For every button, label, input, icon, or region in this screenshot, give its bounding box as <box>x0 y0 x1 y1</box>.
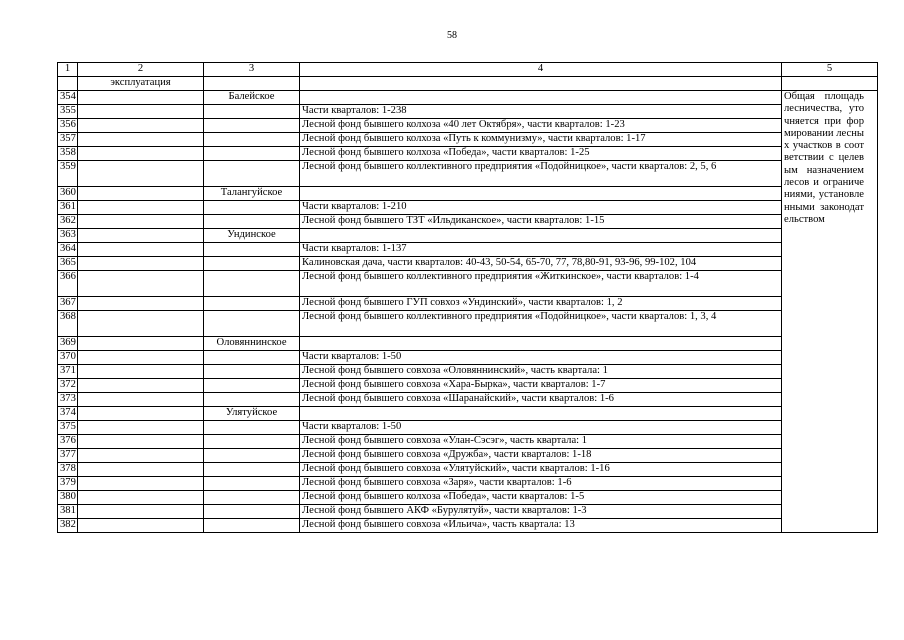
region-cell <box>204 243 300 257</box>
table-row <box>58 407 878 421</box>
table-row <box>58 477 878 491</box>
description-cell: Лесной фонд бывшего колхоза «40 лет Октября», части кварталов: 1-23 <box>300 119 782 133</box>
region-cell <box>204 215 300 229</box>
region-cell <box>204 435 300 449</box>
region-cell <box>204 201 300 215</box>
description-cell: Лесной фонд бывшего колхоза «Путь к коммунизму», части кварталов: 1-17 <box>300 133 782 147</box>
row-number-cell: 377 <box>58 449 78 463</box>
table-row <box>58 379 878 393</box>
region-cell <box>204 505 300 519</box>
row-number-cell: 371 <box>58 365 78 379</box>
purpose-cell <box>78 229 204 243</box>
description-cell <box>300 77 782 91</box>
description-cell: Лесной фонд бывшего совхоза «Шаранайский», части кварталов: 1-6 <box>300 393 782 407</box>
description-cell: Лесной фонд бывшего совхоза «Оловяннинский», часть квартала: 1 <box>300 365 782 379</box>
row-number-cell: 359 <box>58 161 78 187</box>
table-row <box>58 463 878 477</box>
description-cell: Калиновская дача, части кварталов: 40-43, 50-54, 65-70, 77, 78,80-91, 93-96, 99-102, 104 <box>300 257 782 271</box>
table-row <box>58 297 878 311</box>
table-row <box>58 435 878 449</box>
table-row <box>58 105 878 119</box>
purpose-cell <box>78 491 204 505</box>
table-row <box>58 229 878 243</box>
header-row <box>58 63 878 77</box>
region-cell <box>204 463 300 477</box>
region-cell <box>204 491 300 505</box>
row-number-cell: 382 <box>58 519 78 533</box>
description-cell <box>300 91 782 105</box>
description-cell <box>300 229 782 243</box>
continuation-row <box>58 77 878 91</box>
purpose-cell <box>78 187 204 201</box>
region-cell <box>204 133 300 147</box>
region-cell <box>204 105 300 119</box>
table-row <box>58 215 878 229</box>
purpose-cell <box>78 379 204 393</box>
purpose-cell: эксплуатация <box>78 77 204 91</box>
purpose-cell <box>78 421 204 435</box>
region-cell <box>204 365 300 379</box>
table-row <box>58 187 878 201</box>
table-row <box>58 337 878 351</box>
header-cell: 3 <box>204 63 300 77</box>
purpose-cell <box>78 407 204 421</box>
description-cell: Части кварталов: 1-50 <box>300 421 782 435</box>
description-cell: Части кварталов: 1-50 <box>300 351 782 365</box>
region-cell <box>204 271 300 297</box>
purpose-cell <box>78 91 204 105</box>
table-row <box>58 491 878 505</box>
row-number-cell: 356 <box>58 119 78 133</box>
description-cell: Лесной фонд бывшего совхоза «Улятуйский», части кварталов: 1-16 <box>300 463 782 477</box>
row-number-cell: 354 <box>58 91 78 105</box>
row-number-cell: 358 <box>58 147 78 161</box>
table-body <box>58 63 878 533</box>
table-row <box>58 365 878 379</box>
region-cell <box>204 257 300 271</box>
table-row <box>58 311 878 337</box>
description-cell: Части кварталов: 1-137 <box>300 243 782 257</box>
page-number: 58 <box>447 30 457 41</box>
region-cell: Улятуйское <box>204 407 300 421</box>
row-number-cell: 365 <box>58 257 78 271</box>
purpose-cell <box>78 147 204 161</box>
purpose-cell <box>78 337 204 351</box>
header-cell: 4 <box>300 63 782 77</box>
purpose-cell <box>78 215 204 229</box>
purpose-cell <box>78 297 204 311</box>
purpose-cell <box>78 105 204 119</box>
table-row <box>58 271 878 297</box>
purpose-cell <box>78 201 204 215</box>
row-number-cell: 361 <box>58 201 78 215</box>
forest-table <box>57 62 878 533</box>
row-number-cell: 368 <box>58 311 78 337</box>
description-cell: Лесной фонд бывшего коллективного предприятия «Подойницкое», части кварталов: 1, 3, 4 <box>300 311 782 337</box>
purpose-cell <box>78 243 204 257</box>
table-row <box>58 505 878 519</box>
region-cell <box>204 147 300 161</box>
note-cell <box>782 91 878 533</box>
header-cell: 2 <box>78 63 204 77</box>
row-number-cell: 372 <box>58 379 78 393</box>
table-row <box>58 161 878 187</box>
region-cell: Балейское <box>204 91 300 105</box>
row-number-cell: 376 <box>58 435 78 449</box>
purpose-cell <box>78 119 204 133</box>
row-number-cell: 381 <box>58 505 78 519</box>
table-row <box>58 351 878 365</box>
description-cell <box>300 187 782 201</box>
region-cell: Оловяннинское <box>204 337 300 351</box>
purpose-cell <box>78 161 204 187</box>
description-cell: Части кварталов: 1-210 <box>300 201 782 215</box>
purpose-cell <box>78 477 204 491</box>
description-cell: Части кварталов: 1-238 <box>300 105 782 119</box>
row-number-cell: 375 <box>58 421 78 435</box>
header-cell: 5 <box>782 63 878 77</box>
description-cell: Лесной фонд бывшего ГУП совхоз «Ундинский», части кварталов: 1, 2 <box>300 297 782 311</box>
purpose-cell <box>78 519 204 533</box>
row-number-cell <box>58 77 78 91</box>
region-cell <box>204 449 300 463</box>
row-number-cell: 364 <box>58 243 78 257</box>
table-row <box>58 393 878 407</box>
table-row <box>58 421 878 435</box>
row-number-cell: 357 <box>58 133 78 147</box>
note-cell <box>782 77 878 91</box>
table-row <box>58 133 878 147</box>
region-cell <box>204 393 300 407</box>
description-cell: Лесной фонд бывшего колхоза «Победа», части кварталов: 1-5 <box>300 491 782 505</box>
row-number-cell: 373 <box>58 393 78 407</box>
description-cell: Лесной фонд бывшего совхоза «Ильича», часть квартала: 13 <box>300 519 782 533</box>
row-number-cell: 370 <box>58 351 78 365</box>
purpose-cell <box>78 365 204 379</box>
description-cell: Лесной фонд бывшего совхоза «Хара-Бырка», части кварталов: 1-7 <box>300 379 782 393</box>
purpose-cell <box>78 505 204 519</box>
header-cell: 1 <box>58 63 78 77</box>
row-number-cell: 367 <box>58 297 78 311</box>
purpose-cell <box>78 351 204 365</box>
region-cell <box>204 477 300 491</box>
region-cell <box>204 351 300 365</box>
purpose-cell <box>78 393 204 407</box>
purpose-cell <box>78 271 204 297</box>
table-row <box>58 257 878 271</box>
region-cell <box>204 379 300 393</box>
row-number-cell: 366 <box>58 271 78 297</box>
row-number-cell: 363 <box>58 229 78 243</box>
table-row <box>58 519 878 533</box>
region-cell <box>204 519 300 533</box>
row-number-cell: 379 <box>58 477 78 491</box>
note-text: Общая площадь лесничества, уточняется при формировании лесных участков в соответствии с целевым назначением лесов и ограничениями, установленными законодательством <box>784 91 864 225</box>
region-cell <box>204 421 300 435</box>
description-cell: Лесной фонд бывшего коллективного предприятия «Подойницкое», части кварталов: 2, 5, 6 <box>300 161 782 187</box>
region-cell <box>204 297 300 311</box>
table-row <box>58 449 878 463</box>
row-number-cell: 360 <box>58 187 78 201</box>
row-number-cell: 378 <box>58 463 78 477</box>
purpose-cell <box>78 435 204 449</box>
row-number-cell: 380 <box>58 491 78 505</box>
description-cell: Лесной фонд бывшего совхоза «Заря», части кварталов: 1-6 <box>300 477 782 491</box>
description-cell: Лесной фонд бывшего коллективного предприятия «Житкинское», части кварталов: 1-4 <box>300 271 782 297</box>
region-cell <box>204 161 300 187</box>
row-number-cell: 369 <box>58 337 78 351</box>
table-row <box>58 243 878 257</box>
table-row <box>58 201 878 215</box>
purpose-cell <box>78 463 204 477</box>
row-number-cell: 355 <box>58 105 78 119</box>
description-cell <box>300 337 782 351</box>
description-cell: Лесной фонд бывшего совхоза «Улан-Сэсэг», часть квартала: 1 <box>300 435 782 449</box>
purpose-cell <box>78 449 204 463</box>
region-cell <box>204 119 300 133</box>
row-number-cell: 362 <box>58 215 78 229</box>
description-cell: Лесной фонд бывшего АКФ «Бурулятуй», части кварталов: 1-3 <box>300 505 782 519</box>
region-cell: Ундинское <box>204 229 300 243</box>
purpose-cell <box>78 257 204 271</box>
purpose-cell <box>78 311 204 337</box>
description-cell <box>300 407 782 421</box>
region-cell <box>204 311 300 337</box>
table-row <box>58 147 878 161</box>
description-cell: Лесной фонд бывшего ТЗТ «Ильдиканское», части кварталов: 1-15 <box>300 215 782 229</box>
table-row <box>58 91 878 105</box>
table-row <box>58 119 878 133</box>
row-number-cell: 374 <box>58 407 78 421</box>
region-cell: Талангуйское <box>204 187 300 201</box>
description-cell: Лесной фонд бывшего совхоза «Дружба», части кварталов: 1-18 <box>300 449 782 463</box>
region-cell <box>204 77 300 91</box>
purpose-cell <box>78 133 204 147</box>
description-cell: Лесной фонд бывшего колхоза «Победа», части кварталов: 1-25 <box>300 147 782 161</box>
